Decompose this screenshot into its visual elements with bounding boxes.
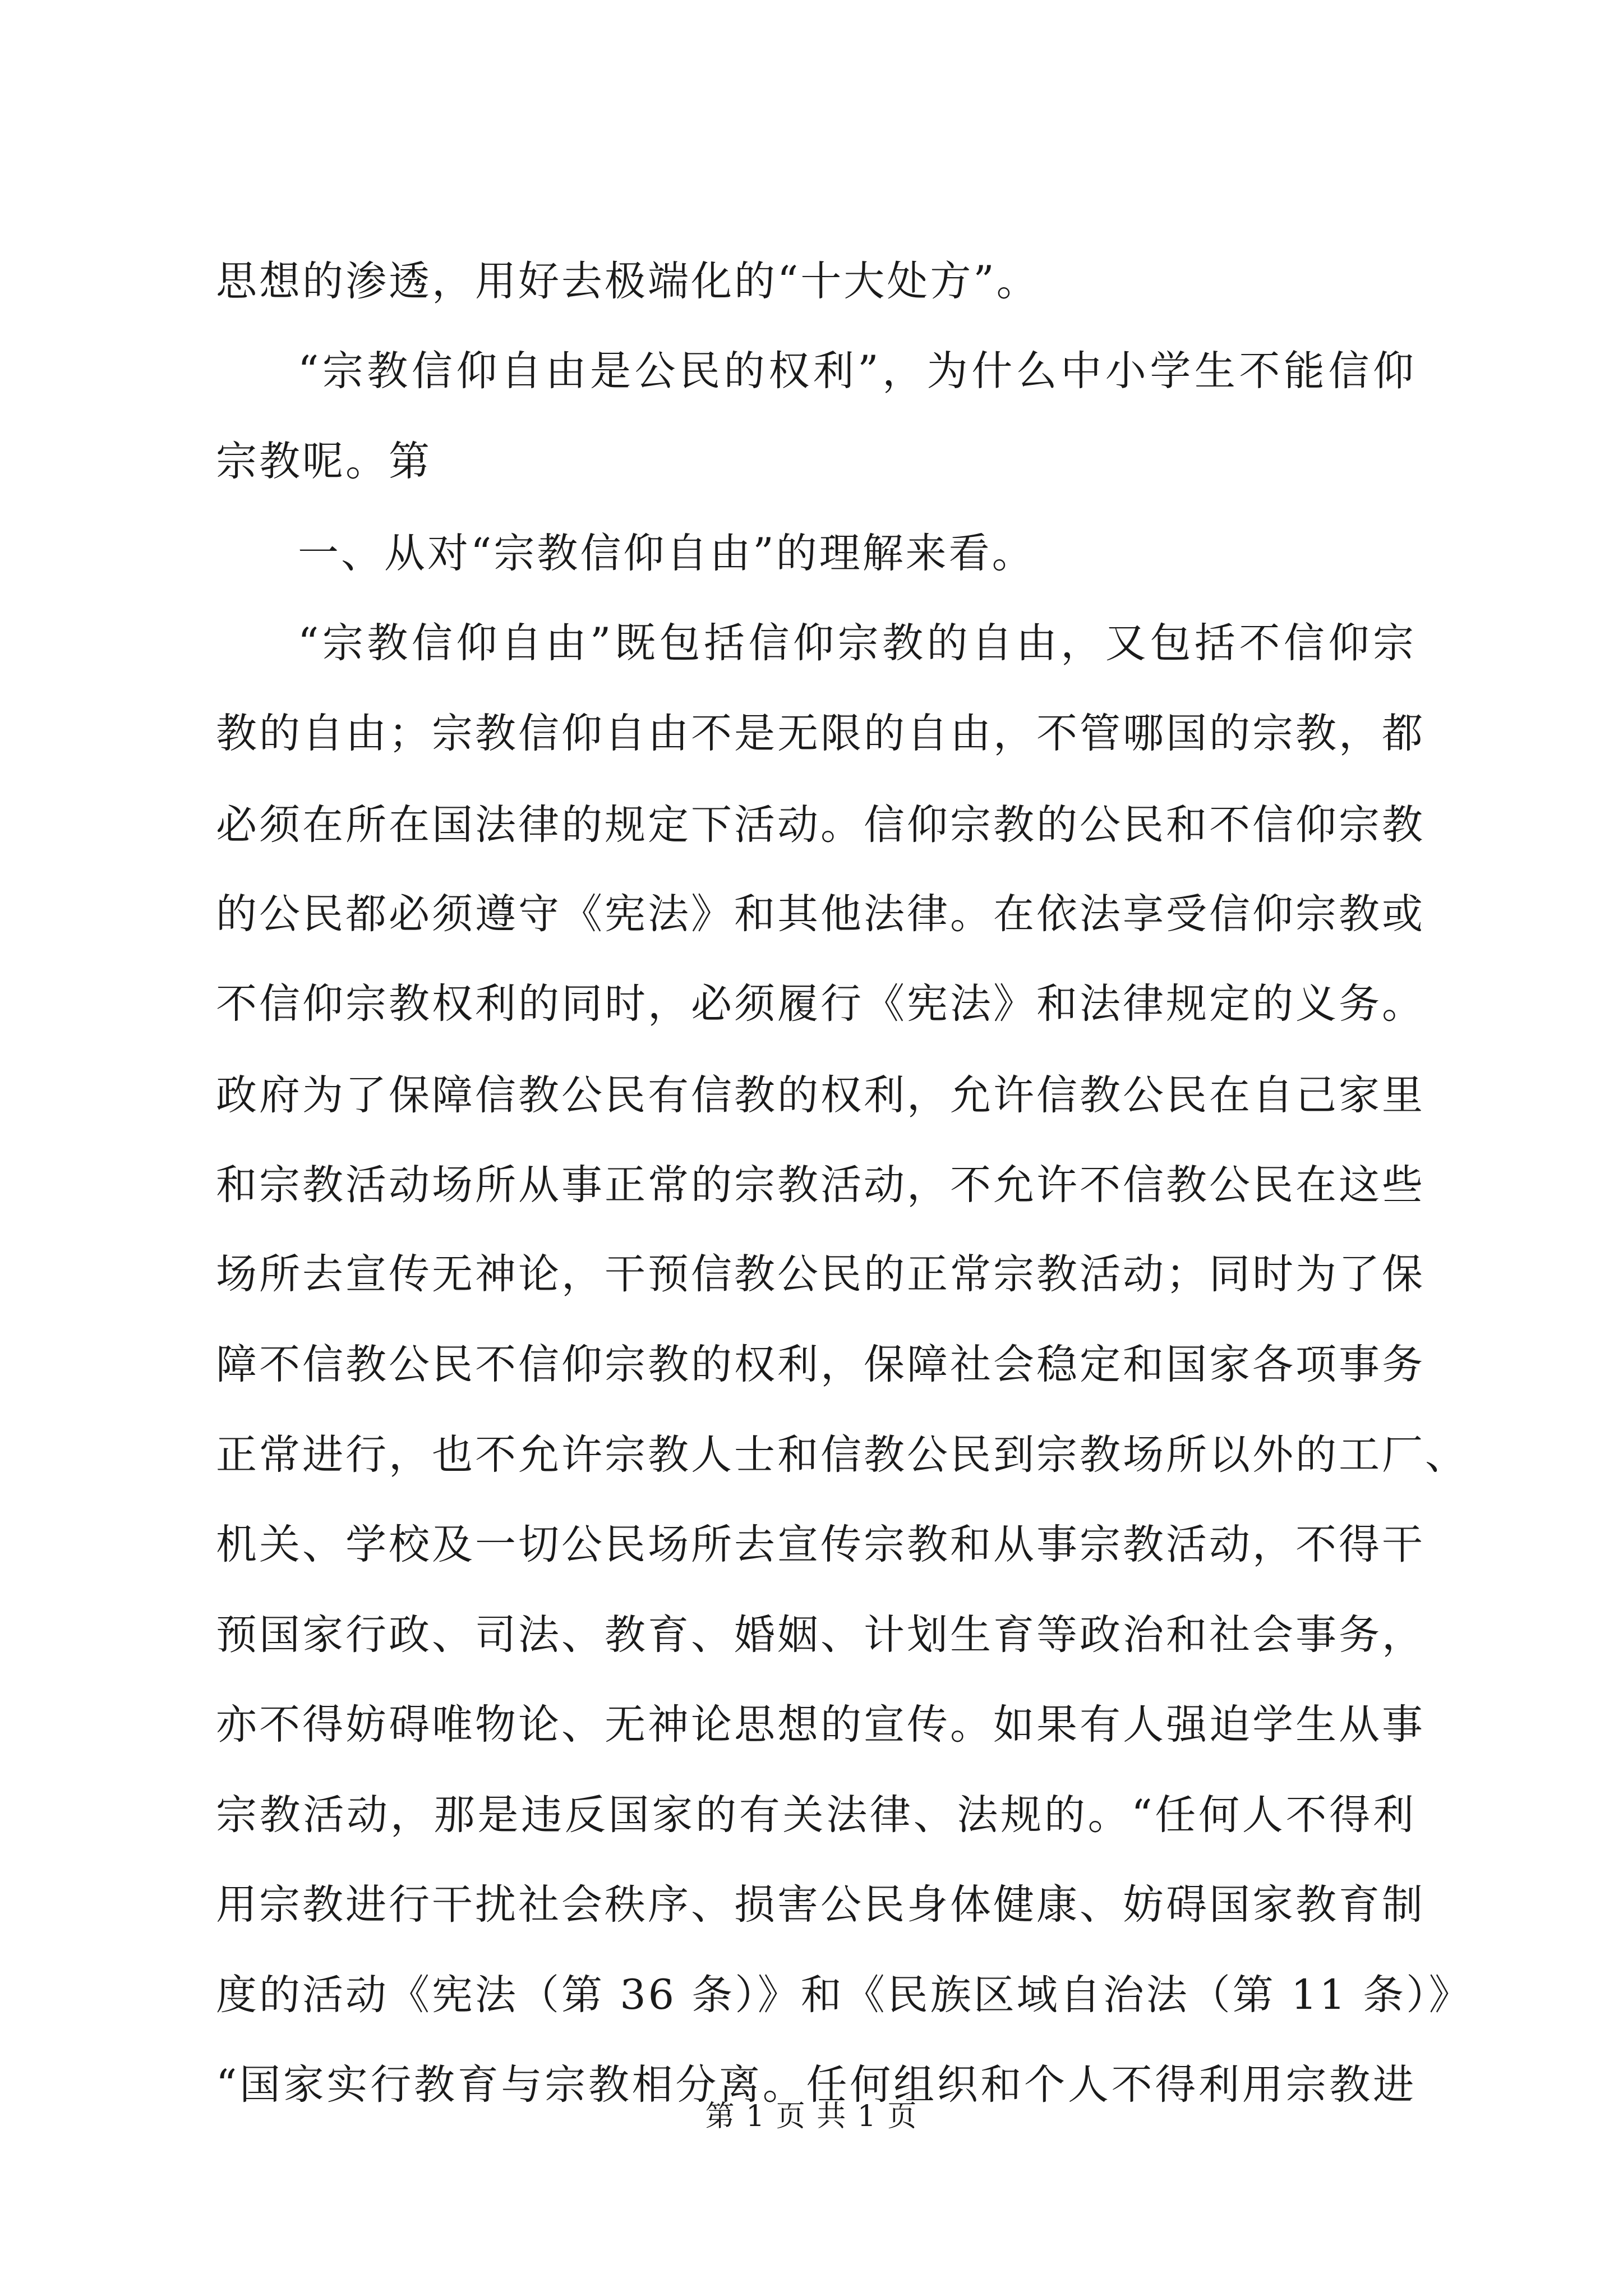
- text-line: 和宗教活动场所从事正常的宗教活动，不允许不信教公民在这些: [216, 1161, 1425, 1209]
- text-line: 教的自由；宗教信仰自由不是无限的自由，不管哪国的宗教，都: [216, 710, 1425, 757]
- text-line: “宗教信仰自由”既包括信仰宗教的自由，又包括不信仰宗: [298, 619, 1416, 667]
- text-line: 不信仰宗教权利的同时，必须履行《宪法》和法律规定的义务。: [216, 980, 1425, 1028]
- text-line: 宗教活动，那是违反国家的有关法律、法规的。“任何人不得利: [216, 1791, 1416, 1839]
- text-line: 场所去宣传无神论，干预信教公民的正常宗教活动；同时为了保: [216, 1250, 1425, 1298]
- page-footer: 第 1 页 共 1 页: [705, 2100, 918, 2133]
- text-line: 用宗教进行干扰社会秩序、损害公民身体健康、妨碍国家教育制: [216, 1881, 1425, 1929]
- text-line: 宗教呢。第: [216, 438, 432, 485]
- text-line: “宗教信仰自由是公民的权利”，为什么中小学生不能信仰: [298, 347, 1416, 395]
- text-line: “国家实行教育与宗教相分离。任何组织和个人不得利用宗教进: [216, 2061, 1416, 2109]
- text-line: 思想的渗透，用好去极端化的“十大处方”。: [216, 257, 1040, 305]
- text-line: 障不信教公民不信仰宗教的权利，保障社会稳定和国家各项事务: [216, 1341, 1425, 1388]
- text-line: 亦不得妨碍唯物论、无神论思想的宣传。如果有人强迫学生从事: [216, 1701, 1425, 1749]
- text-line: 机关、学校及一切公民场所去宣传宗教和从事宗教活动，不得干: [216, 1521, 1425, 1568]
- text-line: 必须在所在国法律的规定下活动。信仰宗教的公民和不信仰宗教: [216, 801, 1425, 849]
- text-line: 正常进行，也不允许宗教人士和信教公民到宗教场所以外的工厂、: [216, 1431, 1468, 1479]
- text-line: 的公民都必须遵守《宪法》和其他法律。在依法享受信仰宗教或: [216, 890, 1425, 938]
- text-line: 政府为了保障信教公民有信教的权利，允许信教公民在自己家里: [216, 1071, 1425, 1119]
- text-line: 度的活动《宪法（第 36 条）》和《民族区域自治法（第 11 条）》: [216, 1971, 1472, 2019]
- text-line: 预国家行政、司法、教育、婚姻、计划生育等政治和社会事务，: [216, 1611, 1425, 1659]
- section-heading: 一、从对“宗教信仰自由”的理解来看。: [298, 530, 1035, 577]
